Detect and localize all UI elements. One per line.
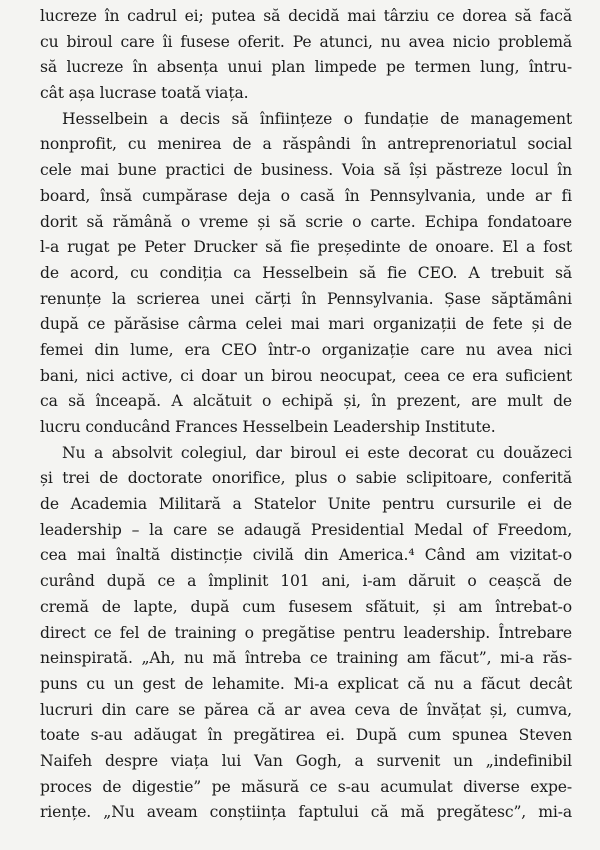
- text-line: cele mai bune practici de business. Voia să își păstreze locul în: [40, 161, 572, 180]
- paragraph-continuation: [40, 4, 572, 107]
- text-line: și trei de doctorate onorifice, plus o sabie sclipitoare, conferită: [40, 469, 572, 488]
- text-line: Nu a absolvit colegiul, dar biroul ei este decorat cu douăzeci: [62, 443, 572, 462]
- text-line: Hesselbein a decis să înființeze o fundație de management: [62, 109, 572, 128]
- text-line: toate s-au adăugat în pregătirea ei. După cum spunea Steven: [40, 726, 572, 745]
- text-line: Naifeh despre viața lui Van Gogh, a survenit un „indefinibil: [40, 751, 572, 770]
- text-line: proces de digestie” pe măsură ce s-au acumulat diverse expe-: [40, 777, 572, 796]
- text-line: leadership – la care se adaugă Presidential Medal of Freedom,: [40, 520, 572, 539]
- text-line: lucruri din care se părea că ar avea ceva de învățat și, cumva,: [40, 700, 572, 719]
- text-line: neinspirată. „Ah, nu mă întreba ce training am făcut”, mi-a răs-: [40, 649, 572, 668]
- text-line: board, însă cumpărase deja o casă în Pennsylvania, unde ar fi: [40, 186, 572, 205]
- text-line: lucreze în cadrul ei; putea să decidă mai târziu ce dorea să facă: [40, 7, 572, 25]
- text-line: dorit să rămână o vreme și să scrie o carte. Echipa fondatoare: [40, 212, 572, 231]
- paragraph-doctorates: [40, 441, 572, 826]
- text-line: ca să înceapă. A alcătuit o echipă și, în prezent, are mult de: [40, 392, 572, 411]
- text-line: riențe. „Nu aveam conștiința faptului că mă pregătesc”, mi-a: [40, 803, 572, 822]
- text-line: direct ce fel de training o pregătise pentru leadership. Întrebare: [40, 623, 572, 642]
- text-line: de Academia Militară a Statelor Unite pentru cursurile ei de: [40, 495, 572, 514]
- text-line: nonprofit, cu menirea de a răspândi în antreprenoriatul social: [40, 135, 572, 154]
- text-line: de acord, cu condiția ca Hesselbein să fie CEO. A trebuit să: [40, 263, 572, 282]
- text-line: femei din lume, era CEO într-o organizație care nu avea nici: [40, 340, 572, 359]
- text-line: l-a rugat pe Peter Drucker să fie președinte de onoare. El a fost: [40, 238, 572, 257]
- text-line: după ce părăsise cârma celei mai mari organizații de fete și de: [40, 315, 572, 334]
- text-line: puns cu un gest de lehamite. Mi-a explicat că nu a făcut decât: [40, 674, 572, 693]
- text-line: curând după ce a împlinit 101 ani, i-am dăruit o ceașcă de: [40, 572, 572, 591]
- text-line: cea mai înaltă distincție civilă din America.⁴ Când am vizitat-o: [40, 546, 572, 565]
- paragraph-foundation: [40, 107, 572, 441]
- text-line: bani, nici active, ci doar un birou neocupat, ceea ce era suficient: [40, 366, 572, 385]
- text-line: renunțe la scrierea unei cărți în Pennsylvania. Șase săptămâni: [40, 289, 572, 308]
- text-line: să lucreze în absența unui plan limpede pe termen lung, întru-: [40, 58, 572, 77]
- text-line: lucru conducând Frances Hesselbein Leadership Institute.: [40, 418, 496, 436]
- text-line: cât așa lucrase toată viața.: [40, 84, 249, 103]
- text-line: cremă de lapte, după cum fusesem sfătuit, și am întrebat-o: [40, 597, 572, 616]
- text-line: cu biroul care îi fusese oferit. Pe atunci, nu avea nicio problemă: [40, 32, 572, 51]
